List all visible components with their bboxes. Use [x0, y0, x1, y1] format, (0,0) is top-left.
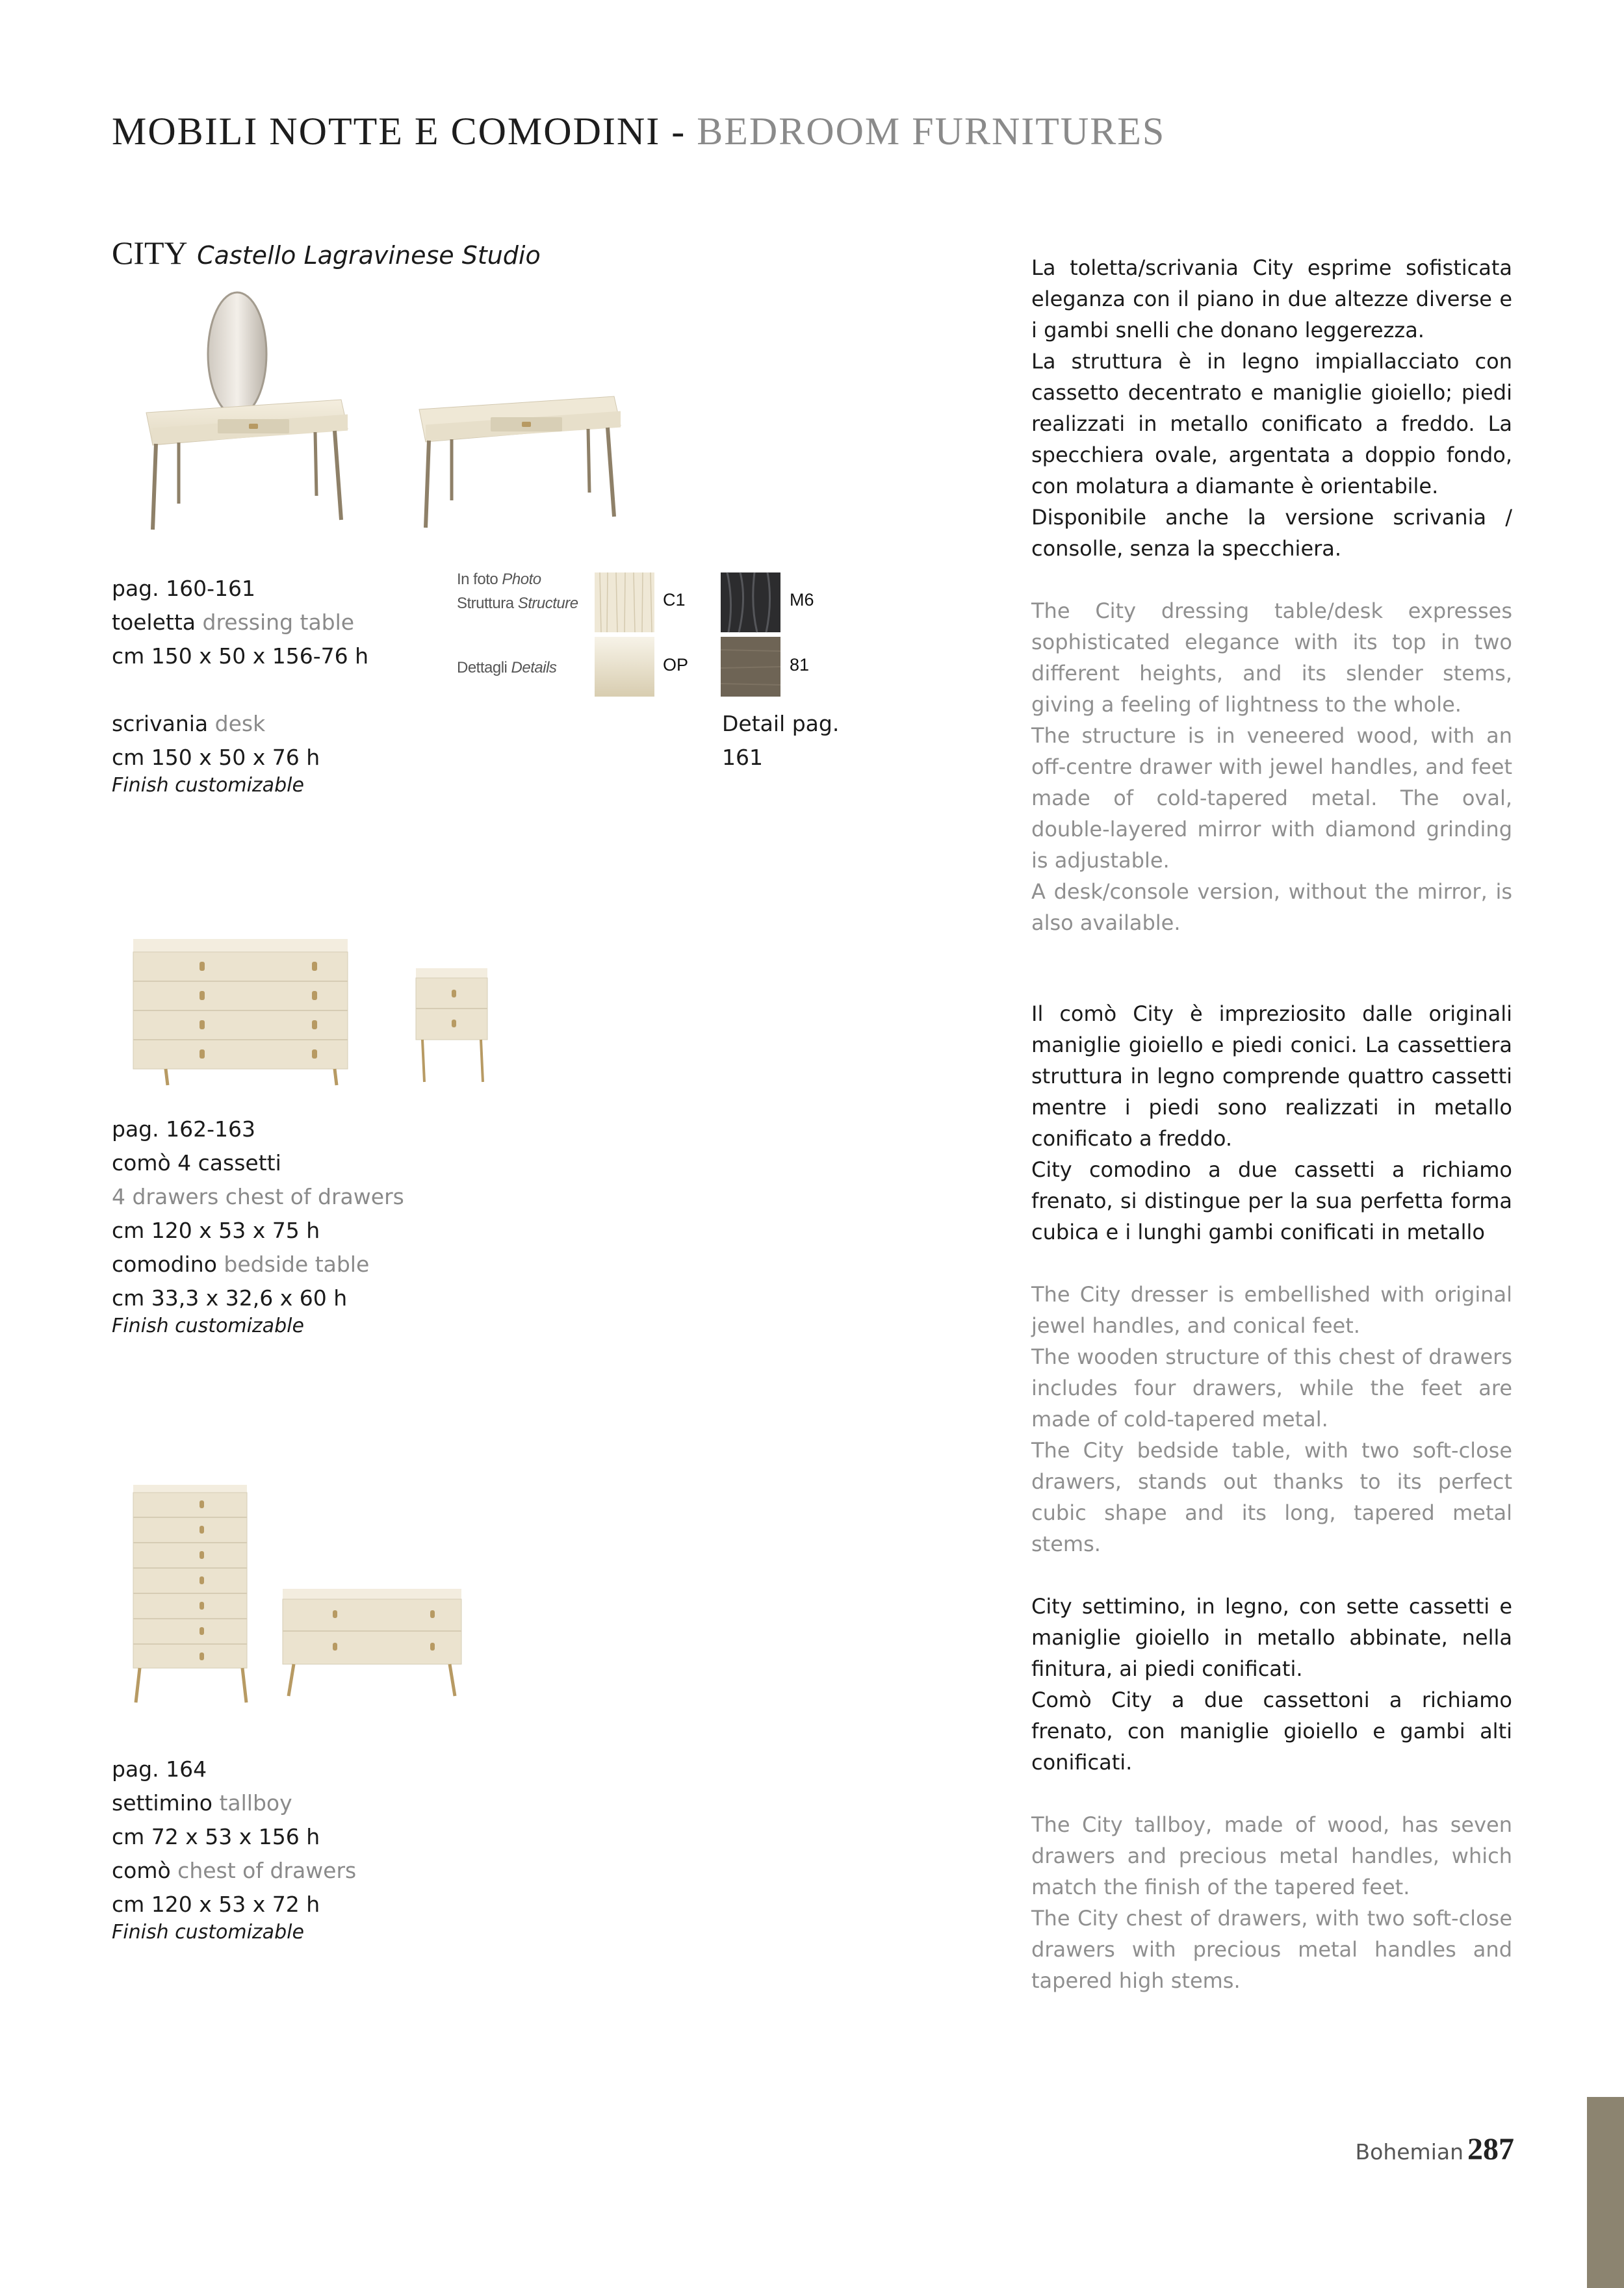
section1-item2: scrivania desk — [112, 711, 266, 736]
bedside-table-image — [413, 965, 494, 1085]
tallboy-image — [127, 1482, 257, 1706]
collection-name: CITY — [112, 235, 188, 271]
section2-desc-en-3: The City bedside table, with two soft-close drawers, stands out thanks to its perfect cubic shape and its long, tapered metal stems. — [1031, 1438, 1512, 1556]
page-footer — [1356, 2131, 1515, 2167]
section3-page-ref: pag. 164 — [112, 1756, 207, 1782]
section1-desc-it-2: La struttura è in legno impiallacciato con cassetto decentrato e maniglie gioiello; piedi realizzati in metallo conificato a freddo. La specchiera ovale, argentata a doppio fondo, con molatura a diamante è orientabile. — [1031, 349, 1512, 498]
section3-description — [1031, 1591, 1512, 1996]
section2-desc-it-2: City comodino a due cassetti a richiamo frenato, si distingue per la sua perfetta forma cubica e i lunghi gambi conificati in metallo — [1031, 1157, 1512, 1244]
swatch-op — [595, 637, 654, 697]
section1-desc-it-1: La toletta/scrivania City esprime sofisticata eleganza con il piano in due altezze diverse e i gambi snelli che donano leggerezza. — [1031, 255, 1512, 342]
section1-description — [1031, 252, 1512, 938]
code-m6: M6 — [790, 590, 814, 610]
page-title — [112, 109, 1165, 154]
section1-item1-dims: cm 150 x 50 x 156-76 h — [112, 643, 369, 669]
detail-page-ref: Detail pag. 161 — [722, 711, 840, 770]
section1-desc-it-3: Disponibile anche la versione scrivania / consolle, senza la specchiera. — [1031, 505, 1512, 561]
swatch-c1 — [595, 572, 654, 632]
page-title-en: BEDROOM FURNITURES — [697, 110, 1166, 153]
section2-page-ref: pag. 162-163 — [112, 1116, 255, 1142]
section3-desc-it-1: City settimino, in legno, con sette cassetti e maniglie gioiello in metallo abbinate, nella finitura, ai piedi conificati. — [1031, 1594, 1512, 1681]
swatch-81 — [721, 637, 780, 697]
desk-image — [413, 390, 634, 533]
collection-designer: Castello Lagravinese Studio — [197, 241, 541, 270]
section3-desc-en-2: The City chest of drawers, with two soft-close drawers with precious metal handles and tapered high stems. — [1031, 1906, 1512, 1993]
footer-brand: Bohemian — [1355, 2139, 1463, 2165]
section1-item2-dims: cm 150 x 50 x 76 h — [112, 745, 320, 770]
section2-item1-it: comò 4 cassetti — [112, 1150, 281, 1176]
page-title-separator: - — [660, 110, 697, 153]
section3-specs — [112, 1753, 356, 1944]
section2-desc-it-1: Il comò City è impreziosito dalle originali maniglie gioiello e piedi conici. La cassettiera struttura in legno comprende quattro cassetti mentre i piedi sono realizzati in metallo conificato a freddo. — [1031, 1001, 1512, 1151]
section3-item1-dims: cm 72 x 53 x 156 h — [112, 1824, 320, 1849]
side-accent-bar — [1587, 2097, 1624, 2288]
footer-page-number: 287 — [1467, 2132, 1514, 2166]
section2-item2: comodino bedside table — [112, 1252, 370, 1277]
structure-label: Struttura Structure — [457, 595, 578, 612]
details-label: Dettagli Details — [457, 659, 557, 676]
section1-finish-note: Finish customizable — [112, 774, 304, 797]
section1-desc-en-2: The structure is in veneered wood, with an off-centre drawer with jewel handles, and feet made of cold-tapered metal. The oval, double-layered mirror with diamond grinding is adjustable. — [1031, 723, 1512, 873]
section1-item1: toeletta dressing table — [112, 610, 355, 635]
section3-desc-it-2: Comò City a due cassettoni a richiamo frenato, con maniglie gioiello e gambi alti conificati. — [1031, 1688, 1512, 1775]
section1-specs — [112, 572, 368, 797]
section3-desc-en-1: The City tallboy, made of wood, has seven drawers and precious metal handles, which match the finish of the tapered feet. — [1031, 1812, 1512, 1899]
section2-description — [1031, 998, 1512, 1560]
dressing-table-image — [140, 289, 361, 536]
two-drawer-chest-image — [279, 1586, 465, 1699]
section1-desc-en-1: The City dressing table/desk expresses sophisticated elegance with its top in two different heights, and its slender stems, giving a feeling of lightness to the whole. — [1031, 598, 1512, 717]
code-c1: C1 — [663, 590, 686, 610]
code-op: OP — [663, 655, 689, 675]
section2-specs — [112, 1112, 404, 1337]
section3-item2: comò chest of drawers — [112, 1858, 357, 1883]
section2-item1-dims: cm 120 x 53 x 75 h — [112, 1218, 320, 1243]
page-title-it: MOBILI NOTTE E COMODINI — [112, 110, 661, 153]
section3-item2-dims: cm 120 x 53 x 72 h — [112, 1892, 320, 1917]
chest-of-drawers-image — [130, 932, 351, 1088]
collection-title — [112, 234, 541, 272]
section1-desc-en-3: A desk/console version, without the mirror, is also available. — [1031, 879, 1512, 935]
section2-desc-en-2: The wooden structure of this chest of drawers includes four drawers, while the feet are made of cold-tapered metal. — [1031, 1344, 1512, 1432]
section2-desc-en-1: The City dresser is embellished with original jewel handles, and conical feet. — [1031, 1282, 1512, 1338]
section1-page-ref: pag. 160-161 — [112, 576, 255, 601]
section2-item2-dims: cm 33,3 x 32,6 x 60 h — [112, 1285, 348, 1311]
section3-item1: settimino tallboy — [112, 1790, 292, 1816]
photo-label: In foto Photo — [457, 571, 541, 588]
swatch-m6 — [721, 572, 780, 632]
section2-item1-en: 4 drawers chest of drawers — [112, 1184, 404, 1209]
code-81: 81 — [790, 655, 810, 675]
section3-finish-note: Finish customizable — [112, 1921, 304, 1944]
section2-finish-note: Finish customizable — [112, 1315, 304, 1337]
